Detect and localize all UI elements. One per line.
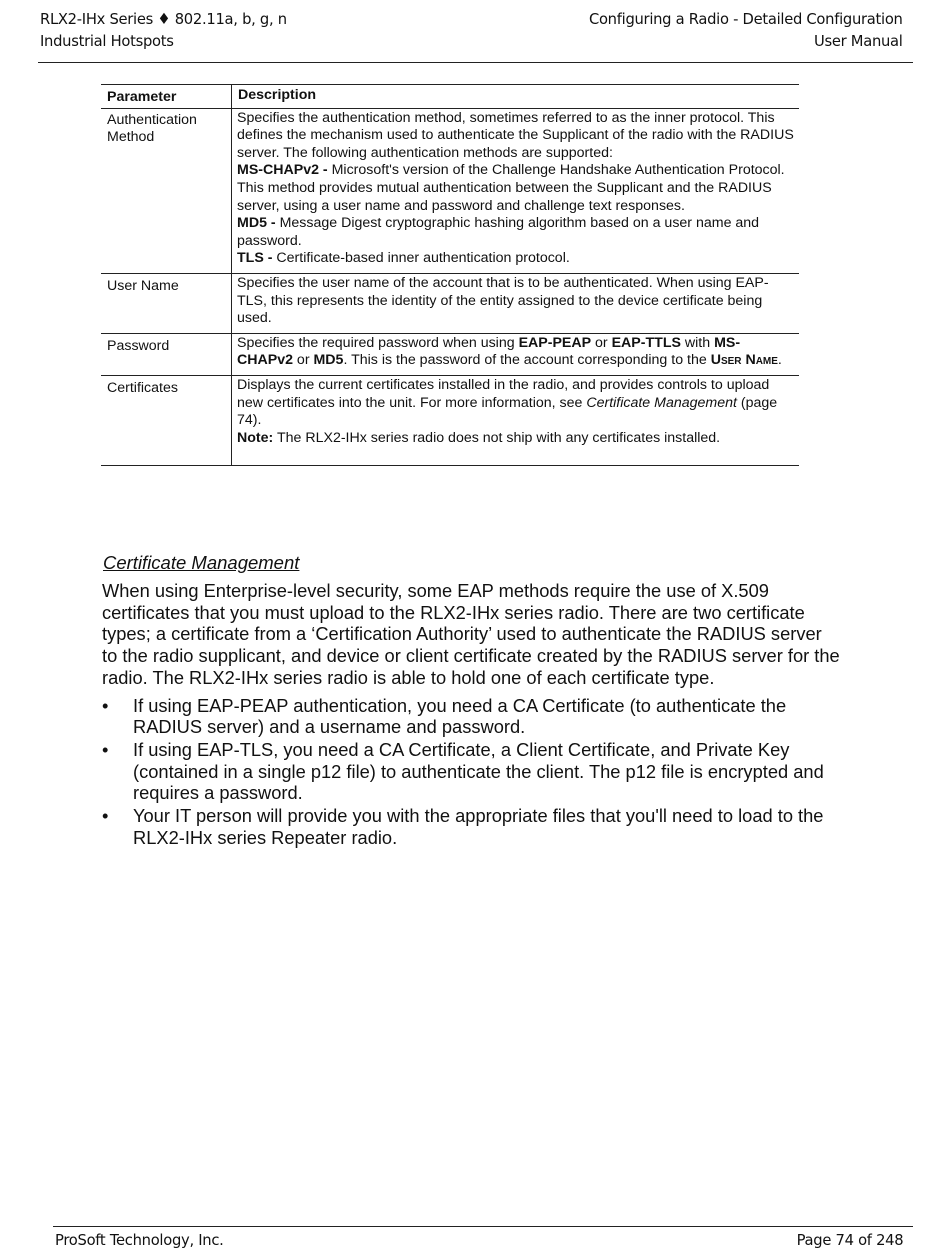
section-heading: Certificate Management — [103, 552, 300, 573]
description-text: Displays the current certificates installed in the radio, and provides controls to upload new certificates into the unit. For more information, see — [237, 376, 770, 411]
protocol-term: MD5 — [313, 352, 344, 369]
list-item — [102, 695, 842, 738]
bullet-icon: • — [102, 805, 109, 827]
table-row — [101, 375, 799, 465]
description-text: with — [680, 334, 715, 351]
header-left — [40, 8, 287, 52]
method-text: Microsoft's version of the Challenge Handshake Authentication Protocol. This method provides mutual authentication between the Supplicant and the RADIUS server, using a user name and password and challenge text responses. — [237, 162, 785, 214]
note-text: The RLX2-IHx series radio does not ship with any certificates installed. — [273, 429, 721, 446]
parameter-table — [101, 84, 799, 466]
method-text: Message Digest cryptographic hashing algorithm based on a user name and password. — [237, 215, 760, 249]
description-text: (page 74). — [237, 394, 778, 429]
header-right — [589, 8, 903, 52]
bullet-icon: • — [102, 694, 109, 716]
method-term: TLS - — [237, 250, 273, 267]
description-text: or — [591, 334, 612, 351]
description-text: Specifies the required password when using — [237, 334, 519, 351]
list-item-text: If using EAP-TLS, you need a CA Certificate, a Client Certificate, and Private Key (contained in a single p12 file) to authenticate the client. The p12 file is encrypted and requires a password. — [133, 738, 824, 804]
bullet-list — [102, 695, 842, 849]
footer-divider — [53, 1226, 913, 1227]
list-item-text: Your IT person will provide you with the appropriate files that you'll need to load to the RLX2-IHx series Repeater radio. — [133, 805, 824, 848]
param-cell: User Name — [101, 273, 232, 333]
header-divider — [38, 62, 913, 63]
description-cell: Specifies the user name of the account that is to be authenticated. When using EAP-TLS, this represents the identity of the entity assigned to the device certificate being used. — [232, 273, 800, 333]
column-header-parameter: Parameter — [101, 85, 232, 109]
description-text: . This is the password of the account corresponding to the — [343, 352, 711, 369]
section-paragraph: When using Enterprise-level security, some EAP methods require the use of X.509 certificates that you must upload to the RLX2-IHx series radio. There are two certificate types; a certificate from a ‘Certification Authority’ used to authenticate the RADIUS server to the radio supplicant, and device or client certificate created by the RADIUS server for the radio. The RLX2-IHx series radio is able to hold one of each certificate type. — [102, 580, 840, 688]
param-cell: Certificates — [101, 375, 232, 465]
description-cell — [232, 333, 800, 375]
table-row — [101, 333, 799, 375]
description-text: Specifies the authentication method, sometimes referred to as the inner protocol. This defines the mechanism used to authenticate the Supplicant of the radio with the RADIUS server. The following authentication methods are supported: — [237, 109, 794, 161]
protocol-term: MS-CHAPv2 — [237, 334, 741, 369]
method-term: MS-CHAPv2 - — [237, 162, 328, 179]
table-row — [101, 273, 799, 333]
protocol-term: EAP-PEAP — [518, 334, 592, 351]
description-text: . — [777, 352, 782, 369]
method-text: Certificate-based inner authentication protocol. — [272, 250, 570, 267]
header-product-line: RLX2-IHx Series ♦ 802.11a, b, g, n — [40, 10, 287, 28]
cross-reference-link[interactable]: Certificate Management — [586, 394, 737, 411]
column-header-description: Description — [232, 85, 800, 109]
header-chapter-title: Configuring a Radio - Detailed Configuration — [588, 10, 903, 28]
bullet-icon: • — [102, 738, 109, 760]
description-cell — [232, 108, 800, 273]
protocol-term: EAP-TTLS — [611, 334, 681, 351]
list-item-text: If using EAP-PEAP authentication, you need a CA Certificate (to authenticate the RADIUS server) and a username and password. — [133, 694, 787, 738]
field-reference: User Name — [710, 352, 778, 369]
note-label: Note: — [237, 429, 274, 446]
footer-page-number: Page 74 of 248 — [796, 1231, 903, 1249]
method-term: MD5 - — [237, 215, 276, 232]
description-text: or — [292, 352, 314, 369]
footer-company: ProSoft Technology, Inc. — [55, 1231, 224, 1249]
param-cell: Authentication Method — [101, 108, 232, 273]
param-cell: Password — [101, 333, 232, 375]
list-item — [102, 739, 842, 804]
page-header — [40, 8, 903, 56]
list-item — [102, 805, 842, 848]
header-product-subtitle: Industrial Hotspots — [40, 32, 174, 50]
section-body — [102, 580, 842, 849]
header-document-type: User Manual — [813, 32, 903, 50]
description-cell — [232, 375, 800, 465]
table-row — [101, 108, 799, 273]
table-header-row — [101, 85, 799, 109]
